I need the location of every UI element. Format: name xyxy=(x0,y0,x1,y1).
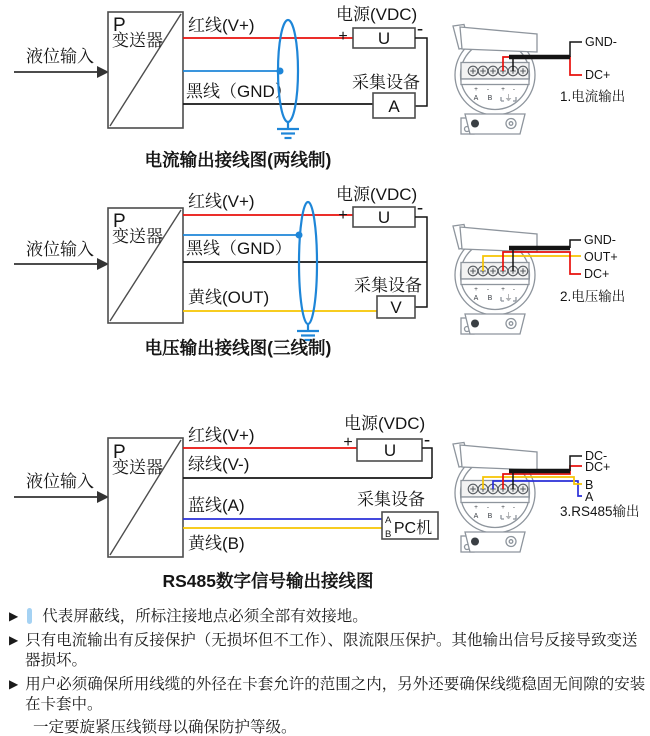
output-type-label: 1.电流输出 xyxy=(560,89,626,104)
dc-plus-label: DC+ xyxy=(585,460,611,474)
diagram-caption: 电压输出接线图(三线制) xyxy=(144,338,332,358)
shield-line-icon xyxy=(27,608,32,624)
note-text: 用户必须确保所用线缆的外径在卡套允许的范围之内，另外还要确保线缆稳固无间隙的安装在卡套中。 xyxy=(25,676,646,713)
transmitter-name: 变送器 xyxy=(112,31,163,50)
power-title: 电源(VDC) xyxy=(336,5,418,24)
terminal-device xyxy=(453,25,537,135)
wiring-diagrams-canvas: + - + - A B ⏚ 液位输入 P 变送器 红线(V+) 黑线（GND） 电源(VDC) + U - 采集设备 A GND- DC+ 1.电流输出 电流输出接线图(两线制) 液位输入 P 变送器 红线(V+) 黑线（GND） 黄线(OUT) 电源(VDC) + U - 采集设备 V GND- OUT+ DC+ 2.电压输出 电压输出接线图(三线制) 液位输入 P 变送器 红线(V+) 绿线(V-) 蓝线(A) 黄线(B) 电源(VDC) + U - 采集设备 PC机 A B DC- DC+ B A 3.RS485输出 RS485数字信号输出接线图 xyxy=(0,0,650,600)
dc-minus-label: DC- xyxy=(585,449,608,463)
note-text: 一定要旋紧压线锁母以确保防护等级。 xyxy=(33,719,297,736)
supply-return-link xyxy=(415,38,427,106)
collector-title: 采集设备 xyxy=(357,490,425,509)
device-dcm-branch xyxy=(570,456,582,471)
diagram-caption: 电流输出接线图(两线制) xyxy=(144,150,332,170)
plus-sign: + xyxy=(338,207,348,224)
gnd-output-label: GND- xyxy=(585,35,617,49)
power-title: 电源(VDC) xyxy=(336,185,418,204)
note-cable-gland xyxy=(4,674,646,715)
transmitter-name: 变送器 xyxy=(112,458,163,477)
input-label: 液位输入 xyxy=(26,47,94,66)
black-wire-label: 黑线（GND） xyxy=(186,239,292,258)
diagram-voltage-output xyxy=(14,185,625,358)
transmitter-p-label: P xyxy=(113,15,126,36)
a-output-label: A xyxy=(585,490,594,504)
pc-port-a-label: A xyxy=(385,515,392,526)
diagram-current-output xyxy=(14,5,625,170)
power-unit-label: U xyxy=(377,208,391,227)
bullet-icon: ▶ xyxy=(9,633,19,647)
minus-sign: - xyxy=(423,430,431,451)
green-wire-label: 绿线(V-) xyxy=(188,455,250,474)
pc-unit: PC机 xyxy=(393,520,433,537)
collector-title: 采集设备 xyxy=(352,73,420,92)
note-reverse-protection xyxy=(4,630,646,671)
bullet-icon: ▶ xyxy=(9,609,19,623)
power-unit-label: U xyxy=(377,29,391,48)
output-type-label: 3.RS485输出 xyxy=(560,504,640,519)
bullet-icon: ▶ xyxy=(9,677,19,691)
note-text: 代表屏蔽线，所标注接地点必须全部有效接地。 xyxy=(42,608,368,625)
pc-port-b-label: B xyxy=(385,529,392,540)
diagram-caption: RS485数字信号输出接线图 xyxy=(162,571,374,591)
yellow-wire-label: 黄线(B) xyxy=(188,534,245,553)
input-arrow-head xyxy=(97,491,109,503)
device-gnd-branch xyxy=(570,42,582,57)
terminal-device xyxy=(453,443,537,553)
voltmeter-unit: V xyxy=(390,298,402,317)
gnd-output-label: GND- xyxy=(584,233,616,247)
footnotes xyxy=(0,604,650,736)
supply-return-link xyxy=(422,448,432,478)
power-title: 电源(VDC) xyxy=(344,414,426,433)
transmitter-p-label: P xyxy=(113,442,126,463)
dc-output-label: DC+ xyxy=(585,68,611,82)
transmitter-p-label: P xyxy=(113,211,126,232)
minus-sign: - xyxy=(416,198,424,219)
device-gnd-branch xyxy=(570,240,581,248)
shield-ellipse xyxy=(299,202,317,324)
minus-sign: - xyxy=(416,19,424,40)
plus-sign: + xyxy=(338,28,348,45)
transmitter-name: 变送器 xyxy=(112,227,163,246)
diagram-rs485-output xyxy=(14,414,640,591)
yellow-wire-label: 黄线(OUT) xyxy=(188,288,270,307)
note-shield xyxy=(4,606,646,627)
red-wire-label: 红线(V+) xyxy=(188,426,255,445)
dc-output-label: DC+ xyxy=(584,267,610,281)
ammeter-unit: A xyxy=(388,97,400,116)
terminal-device xyxy=(453,225,537,335)
b-output-label: B xyxy=(585,478,594,492)
note-lock-nut xyxy=(4,718,646,736)
earth-ground-icon xyxy=(277,122,299,138)
collector-title: 采集设备 xyxy=(354,276,422,295)
note-text: 只有电流输出有反接保护（无损坏但不工作）、限流限压保护。其他输出信号反接导致变送器损坏。 xyxy=(25,632,638,669)
input-arrow-head xyxy=(97,258,109,270)
red-wire-label: 红线(V+) xyxy=(188,16,255,35)
out-output-label: OUT+ xyxy=(584,250,618,264)
blue-wire-label: 蓝线(A) xyxy=(188,496,245,515)
output-type-label: 2.电压输出 xyxy=(560,289,626,304)
input-arrow-head xyxy=(97,66,109,78)
power-unit-label: U xyxy=(383,441,397,460)
red-wire-label: 红线(V+) xyxy=(188,192,255,211)
plus-sign: + xyxy=(343,434,353,451)
input-label: 液位输入 xyxy=(26,472,94,491)
input-label: 液位输入 xyxy=(26,240,94,259)
black-wire-label: 黑线（GND） xyxy=(186,82,292,101)
